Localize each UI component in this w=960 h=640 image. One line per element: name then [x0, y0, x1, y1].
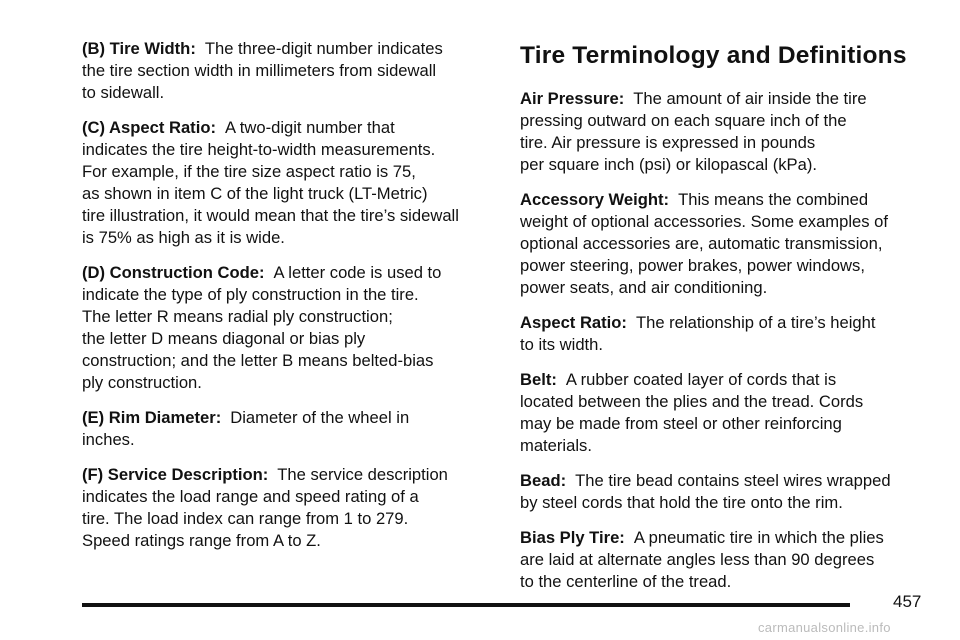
definition-entry [520, 189, 928, 299]
definition-text: the letter D means diagonal or bias ply [82, 329, 366, 348]
entry-paragraph [82, 38, 492, 104]
definition-term: Bead: [520, 471, 567, 490]
definition-term: Accessory Weight: [520, 190, 670, 209]
definition-entry [520, 369, 928, 457]
definition-text: A letter code is used to [273, 263, 442, 282]
definition-text: tire. Air pressure is expressed in pounds [520, 133, 816, 152]
definition-text: the tire section width in millimeters from sidewall [82, 61, 437, 80]
definition-text: weight of optional accessories. Some examples of [520, 212, 889, 231]
footer-rule [82, 603, 850, 607]
definition-text: The tire bead contains steel wires wrapped [575, 471, 891, 490]
definition-text: A pneumatic tire in which the plies [633, 528, 884, 547]
right-column [520, 88, 928, 606]
definition-text: indicates the tire height-to-width measurements. [82, 140, 436, 159]
definition-entry [82, 464, 492, 552]
definition-text: indicates the load range and speed rating of a [82, 487, 419, 506]
definition-text: pressing outward on each square inch of the [520, 111, 847, 130]
definition-text: A rubber coated layer of cords that is [565, 370, 837, 389]
definition-text: by steel cords that hold the tire onto the rim. [520, 493, 843, 512]
definition-term: (C) Aspect Ratio: [82, 118, 216, 137]
left-column [82, 38, 492, 565]
definition-entry [82, 262, 492, 394]
definition-entry [520, 527, 928, 593]
definition-text: power seats, and air conditioning. [520, 278, 768, 297]
entry-paragraph [520, 369, 928, 457]
definition-text: to its width. [520, 335, 604, 354]
entry-paragraph [82, 262, 492, 394]
definition-text: tire illustration, it would mean that the tire’s sidewall [82, 206, 459, 225]
definition-text: as shown in item C of the light truck (LT-Metric) [82, 184, 428, 203]
section-heading: Tire Terminology and Definitions [520, 42, 907, 69]
definition-text: tire. The load index can range from 1 to 279. [82, 509, 409, 528]
page-number: 457 [893, 592, 922, 611]
entry-paragraph [520, 312, 928, 356]
definition-text: Diameter of the wheel in [230, 408, 410, 427]
entry-paragraph [520, 470, 928, 514]
entry-paragraph [82, 464, 492, 552]
entry-paragraph [520, 527, 928, 593]
definition-text: is 75% as high as it is wide. [82, 228, 285, 247]
definition-text: materials. [520, 436, 592, 455]
definition-text: power steering, power brakes, power windows, [520, 256, 865, 275]
definition-entry [520, 312, 928, 356]
definition-text: The amount of air inside the tire [633, 89, 867, 108]
definition-entry [520, 88, 928, 176]
definition-text: to sidewall. [82, 83, 165, 102]
definition-text: This means the combined [678, 190, 869, 209]
definition-text: ply construction. [82, 373, 202, 392]
definition-text: The service description [277, 465, 448, 484]
definition-term: (B) Tire Width: [82, 39, 196, 58]
definition-text: located between the plies and the tread. Cords [520, 392, 864, 411]
definition-text: For example, if the tire size aspect ratio is 75, [82, 162, 416, 181]
definition-text: may be made from steel or other reinforcing [520, 414, 842, 433]
definition-text: Speed ratings range from A to Z. [82, 531, 321, 550]
definition-text: are laid at alternate angles less than 90 degrees [520, 550, 875, 569]
definition-entry [82, 407, 492, 451]
definition-entry [520, 470, 928, 514]
definition-text: construction; and the letter B means belted-bias [82, 351, 434, 370]
definition-text: per square inch (psi) or kilopascal (kPa). [520, 155, 817, 174]
definition-text: The relationship of a tire’s height [635, 313, 876, 332]
definition-entry [82, 38, 492, 104]
definition-term: Bias Ply Tire: [520, 528, 625, 547]
definition-text: to the centerline of the tread. [520, 572, 732, 591]
definition-entry [82, 117, 492, 249]
definition-term: Aspect Ratio: [520, 313, 627, 332]
entry-paragraph [82, 117, 492, 249]
definition-text: indicate the type of ply construction in the tire. [82, 285, 419, 304]
definition-term: (D) Construction Code: [82, 263, 265, 282]
definition-text: optional accessories are, automatic transmission, [520, 234, 883, 253]
definition-term: Air Pressure: [520, 89, 625, 108]
definition-term: Belt: [520, 370, 557, 389]
definition-term: (E) Rim Diameter: [82, 408, 222, 427]
entry-paragraph [520, 88, 928, 176]
entry-paragraph [520, 189, 928, 299]
definition-text: A two-digit number that [224, 118, 395, 137]
definition-term: (F) Service Description: [82, 465, 269, 484]
definition-text: inches. [82, 430, 135, 449]
watermark: carmanualsonline.info [758, 620, 891, 635]
definition-text: The letter R means radial ply construction; [82, 307, 393, 326]
entry-paragraph [82, 407, 492, 451]
definition-text: The three-digit number indicates [204, 39, 443, 58]
